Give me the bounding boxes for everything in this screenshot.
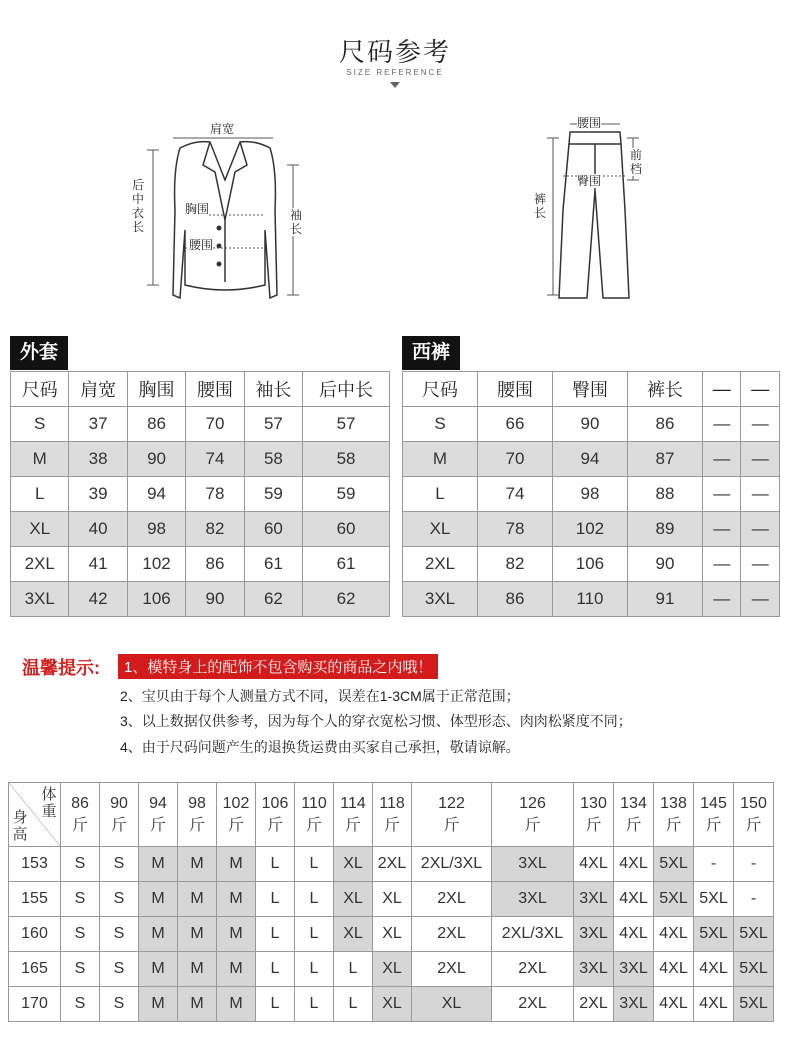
table-header-cell: 腰围 [477,372,552,407]
rec-size-cell: 2XL [492,987,574,1022]
table-cell: 39 [69,477,127,512]
rec-weight-header [139,783,178,847]
rec-weight-header [492,783,574,847]
rec-size-cell: M [178,987,217,1022]
table-cell: 42 [69,582,127,617]
rec-weight-header [574,783,614,847]
rec-size-cell: L [256,882,295,917]
table-cell: L [403,477,478,512]
rec-size-cell: 2XL [412,952,492,987]
waist-label: 腰围 [189,238,214,252]
rec-weight-header [654,783,694,847]
rec-corner-cell [9,783,61,847]
rec-size-cell: 5XL [694,882,734,917]
rec-size-cell: L [295,952,334,987]
rec-size-cell: S [61,952,100,987]
rec-size-cell: S [61,987,100,1022]
rec-size-cell: M [139,917,178,952]
table-row [403,442,780,477]
rec-weight-header [734,783,774,847]
rec-weight-unit: 斤 [625,816,642,834]
table-cell: 3XL [403,582,478,617]
rec-size-cell: S [100,987,139,1022]
rec-size-cell: 3XL [492,847,574,882]
table-row [403,477,780,512]
rec-height-cell: 165 [9,952,61,987]
rec-size-cell: 4XL [694,952,734,987]
rec-size-cell: M [178,917,217,952]
table-cell: 60 [303,512,390,547]
rec-weight-unit: 斤 [383,816,400,834]
table-cell: 70 [186,407,244,442]
rec-weight-unit: 斤 [745,816,762,834]
rec-weight-unit: 斤 [705,816,722,834]
rec-size-cell: L [334,987,373,1022]
table-header-cell: 腰围 [186,372,244,407]
table-cell: XL [11,512,69,547]
shoulder-label: 肩宽 [210,122,235,136]
rec-size-cell: - [694,847,734,882]
table-cell: 57 [303,407,390,442]
rec-size-cell: 4XL [614,882,654,917]
pants-waist-label: 腰围 [577,116,602,130]
table-cell: 86 [627,407,702,442]
back-length-label: 后中衣长 [131,178,144,234]
rec-size-cell: 2XL [412,882,492,917]
table-row [11,442,390,477]
rec-weight-value: 145 [700,794,727,812]
rec-weight-header [373,783,412,847]
table-cell: — [702,582,741,617]
rec-weight-value: 130 [580,794,607,812]
table-row [11,582,390,617]
table-cell: 86 [186,547,244,582]
table-cell: 106 [552,547,627,582]
rec-size-cell: S [61,917,100,952]
rec-size-cell: L [256,987,295,1022]
table-cell: 58 [244,442,302,477]
table-cell: 98 [127,512,185,547]
rec-size-cell: L [256,917,295,952]
rec-weight-header [256,783,295,847]
tip-highlight: 1、模特身上的配饰不包含购买的商品之内哦！ [118,654,438,679]
jacket-table-tag: 外套 [10,336,68,370]
rec-size-cell: 3XL [614,952,654,987]
rec-size-cell: 4XL [694,987,734,1022]
table-cell: 78 [186,477,244,512]
rec-body [9,783,774,1022]
rec-size-cell: 4XL [654,917,694,952]
table-cell: 74 [186,442,244,477]
table-header-row [11,372,390,407]
table-cell: 38 [69,442,127,477]
rec-size-cell: M [139,847,178,882]
page-subtitle: SIZE REFERENCE [346,68,444,77]
table-header-cell: — [702,372,741,407]
table-cell: 106 [127,582,185,617]
rec-size-cell: M [139,987,178,1022]
table-cell: 2XL [11,547,69,582]
pants-front-rise-label: 前档 [629,148,642,176]
rec-corner-height: 身高 [12,809,28,843]
table-cell: — [741,477,780,512]
rec-weight-unit: 斤 [665,816,682,834]
rec-weight-value: 134 [620,794,647,812]
table-row [9,917,774,952]
table-cell: 40 [69,512,127,547]
table-cell: 82 [477,547,552,582]
table-row [403,407,780,442]
table-row [11,512,390,547]
rec-size-cell: M [139,952,178,987]
rec-weight-unit: 斤 [266,816,283,834]
rec-header-row [9,783,774,847]
rec-height-cell: 160 [9,917,61,952]
table-cell: 90 [627,547,702,582]
rec-size-cell: S [61,882,100,917]
rec-weight-unit: 斤 [149,816,166,834]
table-cell: S [403,407,478,442]
table-cell: 86 [127,407,185,442]
table-cell: 90 [186,582,244,617]
rec-size-cell: - [734,847,774,882]
tip-item: 4、由于尺码问题产生的退换货运费由买家自己承担，敬请谅解。 [120,739,520,755]
table-row [9,952,774,987]
table-row [403,547,780,582]
rec-weight-header [61,783,100,847]
table-cell: 2XL [403,547,478,582]
table-cell: — [702,547,741,582]
rec-size-cell: 2XL/3XL [412,847,492,882]
rec-size-cell: L [295,847,334,882]
table-cell: — [741,407,780,442]
table-cell: 78 [477,512,552,547]
table-cell: 74 [477,477,552,512]
rec-size-cell: 4XL [654,987,694,1022]
rec-size-cell: L [256,952,295,987]
table-cell: — [702,442,741,477]
table-cell: 89 [627,512,702,547]
rec-size-cell: M [178,952,217,987]
table-cell: 94 [552,442,627,477]
table-cell: M [11,442,69,477]
table-cell: — [741,442,780,477]
table-cell: 70 [477,442,552,477]
rec-size-cell: S [100,847,139,882]
table-row [9,882,774,917]
rec-size-cell: - [734,882,774,917]
rec-size-cell: 5XL [654,847,694,882]
page-title: 尺码参考 [338,37,451,67]
rec-weight-unit: 斤 [585,816,602,834]
table-cell: 62 [244,582,302,617]
rec-size-cell: M [217,917,256,952]
rec-weight-value: 106 [261,794,289,812]
rec-size-cell: 5XL [694,917,734,952]
rec-size-cell: XL [373,952,412,987]
rec-size-cell: 2XL [412,917,492,952]
rec-weight-value: 114 [340,794,366,812]
rec-weight-unit: 斤 [110,816,127,834]
table-cell: 58 [303,442,390,477]
rec-size-cell: 3XL [574,882,614,917]
table-cell: — [741,512,780,547]
rec-size-cell: S [100,882,139,917]
rec-size-cell: 5XL [734,952,774,987]
down-arrow-icon [390,82,400,88]
table-header-cell: 袖长 [244,372,302,407]
rec-size-cell: 2XL [574,987,614,1022]
tip-item: 2、宝贝由于每个人测量方式不同，误差在1-3CM属于正常范围； [120,688,520,704]
rec-size-cell: 4XL [654,952,694,987]
sleeve-label: 袖长 [289,208,302,236]
rec-corner-weight: 体重 [41,786,57,820]
rec-size-cell: M [217,847,256,882]
rec-size-cell: XL [412,987,492,1022]
rec-size-cell: S [61,847,100,882]
rec-weight-header [178,783,217,847]
rec-weight-value: 90 [110,794,128,812]
rec-size-cell: XL [373,987,412,1022]
rec-weight-header [614,783,654,847]
rec-weight-value: 98 [188,794,206,812]
rec-size-cell: 3XL [614,987,654,1022]
table-row [403,582,780,617]
tips-label: 温馨提示: [22,658,100,678]
table-cell: 41 [69,547,127,582]
rec-size-cell: M [178,882,217,917]
table-cell: 110 [552,582,627,617]
rec-weight-header [295,783,334,847]
rec-size-cell: S [100,952,139,987]
rec-weight-unit: 斤 [188,816,205,834]
table-header-cell: 胸围 [127,372,185,407]
table-cell: 94 [127,477,185,512]
rec-size-cell: L [295,917,334,952]
table-cell: S [11,407,69,442]
table-cell: 62 [303,582,390,617]
table-cell: — [741,547,780,582]
rec-weight-unit: 斤 [305,816,322,834]
pants-length-label: 裤长 [533,192,546,220]
table-cell: 102 [552,512,627,547]
table-cell: 60 [244,512,302,547]
table-cell: 3XL [11,582,69,617]
rec-size-cell: S [100,917,139,952]
rec-weight-unit: 斤 [443,816,460,834]
table-cell: 37 [69,407,127,442]
table-cell: 61 [303,547,390,582]
jacket-size-table [10,371,390,617]
rec-size-cell: XL [334,917,373,952]
rec-size-cell: 2XL/3XL [492,917,574,952]
rec-weight-header [694,783,734,847]
rec-size-cell: M [217,952,256,987]
pants-table-tag: 西裤 [402,336,460,370]
table-cell: 66 [477,407,552,442]
pants-hip-label: 臀围 [577,174,602,188]
rec-size-cell: 3XL [492,882,574,917]
table-header-cell: — [741,372,780,407]
rec-size-cell: 4XL [574,847,614,882]
rec-weight-unit: 斤 [524,816,541,834]
rec-size-cell: XL [334,882,373,917]
jacket-diagram [125,110,325,310]
rec-weight-unit: 斤 [71,816,88,834]
rec-size-cell: 5XL [654,882,694,917]
rec-weight-value: 126 [519,794,546,812]
pants-diagram [525,110,655,310]
table-cell: 91 [627,582,702,617]
rec-weight-value: 86 [71,794,89,812]
table-cell: 90 [552,407,627,442]
size-recommendation-table [8,782,774,1022]
table-header-row [403,372,780,407]
table-header-cell: 尺码 [403,372,478,407]
rec-weight-unit: 斤 [344,816,361,834]
rec-size-cell: 3XL [574,917,614,952]
rec-size-cell: M [178,847,217,882]
table-header-cell: 后中长 [303,372,390,407]
table-cell: — [741,582,780,617]
table-cell: 86 [477,582,552,617]
rec-weight-value: 138 [660,794,687,812]
table-row [9,847,774,882]
rec-weight-value: 94 [149,794,167,812]
table-row [403,512,780,547]
tip-item: 3、以上数据仅供参考，因为每个人的穿衣宽松习惯、体型形态、肉肉松紧度不同； [120,713,632,729]
table-row [11,407,390,442]
table-row [9,987,774,1022]
rec-weight-value: 150 [740,794,767,812]
rec-weight-header [100,783,139,847]
table-cell: L [11,477,69,512]
chest-label: 胸围 [185,202,210,216]
table-cell: — [702,512,741,547]
table-cell: 102 [127,547,185,582]
table-cell: 88 [627,477,702,512]
rec-size-cell: 5XL [734,917,774,952]
table-cell: 57 [244,407,302,442]
table-header-cell: 尺码 [11,372,69,407]
table-cell: 87 [627,442,702,477]
rec-size-cell: 2XL [492,952,574,987]
rec-size-cell: 4XL [614,917,654,952]
rec-size-cell: 2XL [373,847,412,882]
rec-size-cell: M [139,882,178,917]
table-cell: 61 [244,547,302,582]
rec-height-cell: 155 [9,882,61,917]
rec-weight-value: 122 [438,794,465,812]
table-row [11,547,390,582]
rec-weight-header [217,783,256,847]
rec-size-cell: L [334,952,373,987]
rec-weight-value: 110 [301,794,327,812]
rec-size-cell: XL [373,882,412,917]
pants-size-table [402,371,780,617]
rec-size-cell: 4XL [614,847,654,882]
table-header-cell: 肩宽 [69,372,127,407]
rec-weight-header [334,783,373,847]
rec-size-cell: L [295,882,334,917]
rec-size-cell: 3XL [574,952,614,987]
rec-height-cell: 170 [9,987,61,1022]
rec-size-cell: L [295,987,334,1022]
rec-size-cell: L [256,847,295,882]
rec-size-cell: 5XL [734,987,774,1022]
rec-size-cell: M [217,882,256,917]
table-cell: 98 [552,477,627,512]
table-cell: — [702,407,741,442]
rec-height-cell: 153 [9,847,61,882]
table-cell: 59 [303,477,390,512]
rec-size-cell: M [217,987,256,1022]
table-row [11,477,390,512]
rec-weight-value: 118 [379,794,405,812]
table-cell: 82 [186,512,244,547]
table-header-cell: 裤长 [627,372,702,407]
table-header-cell: 臀围 [552,372,627,407]
table-cell: 90 [127,442,185,477]
rec-weight-header [412,783,492,847]
table-cell: M [403,442,478,477]
rec-weight-value: 102 [222,794,250,812]
rec-size-cell: XL [334,847,373,882]
table-cell: XL [403,512,478,547]
rec-weight-unit: 斤 [227,816,244,834]
rec-size-cell: XL [373,917,412,952]
table-cell: — [702,477,741,512]
table-cell: 59 [244,477,302,512]
